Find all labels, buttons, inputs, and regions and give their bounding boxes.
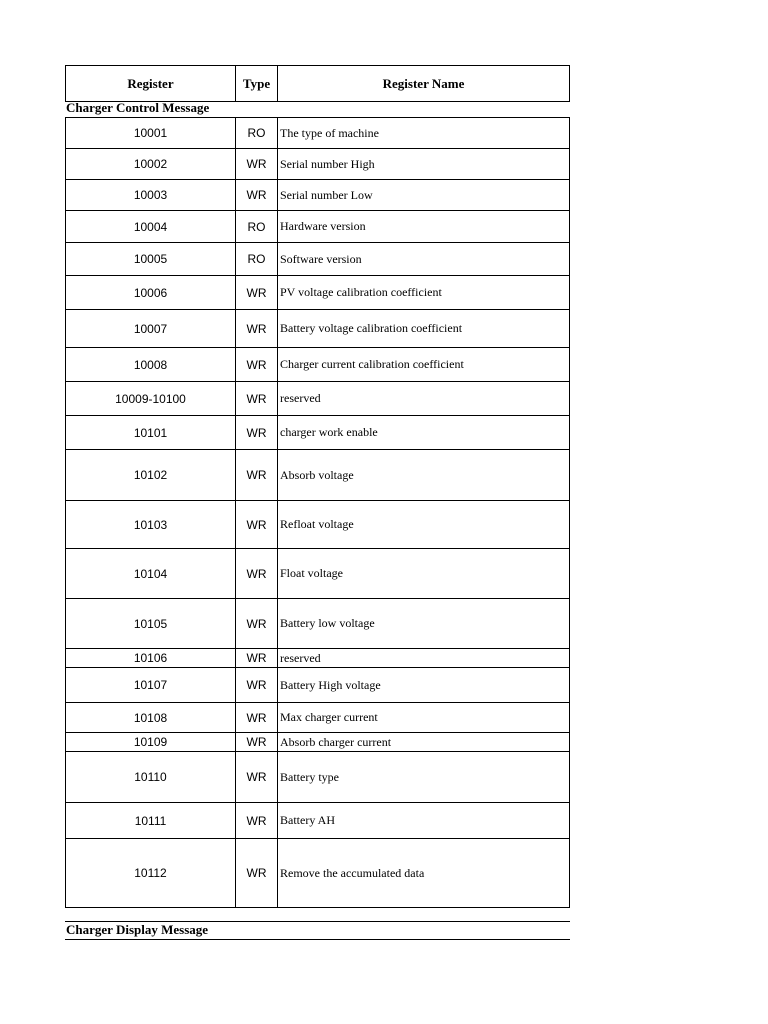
table-row (66, 180, 570, 211)
table-row (66, 803, 570, 839)
register-name-cell: Battery High voltage (278, 668, 570, 703)
register-cell: 10003 (66, 180, 236, 211)
register-name-cell: Float voltage (278, 549, 570, 599)
type-cell: WR (236, 310, 278, 348)
register-cell: 10110 (66, 752, 236, 803)
type-cell: WR (236, 382, 278, 416)
header-type: Type (236, 66, 278, 101)
register-name-cell: PV voltage calibration coefficient (278, 276, 570, 310)
header-register: Register (66, 66, 236, 101)
register-cell: 10112 (66, 839, 236, 908)
type-cell: WR (236, 703, 278, 733)
register-cell: 10104 (66, 549, 236, 599)
register-cell: 10105 (66, 599, 236, 649)
register-name-cell: Serial number High (278, 149, 570, 180)
table-row (66, 501, 570, 549)
register-name-cell: Hardware version (278, 211, 570, 243)
register-name-cell: Remove the accumulated data (278, 839, 570, 908)
type-cell: WR (236, 599, 278, 649)
register-name-cell: Battery low voltage (278, 599, 570, 649)
table-row (66, 450, 570, 501)
register-cell: 10108 (66, 703, 236, 733)
type-cell: WR (236, 549, 278, 599)
table-row (66, 118, 570, 149)
type-cell: WR (236, 276, 278, 310)
type-cell: WR (236, 180, 278, 211)
register-name-cell: The type of machine (278, 118, 570, 149)
register-cell: 10005 (66, 243, 236, 276)
table-header (65, 65, 570, 102)
register-name-cell: Serial number Low (278, 180, 570, 211)
register-cell: 10001 (66, 118, 236, 149)
register-cell: 10101 (66, 416, 236, 450)
register-cell: 10006 (66, 276, 236, 310)
type-cell: WR (236, 733, 278, 752)
register-table (65, 117, 570, 908)
register-name-cell: Software version (278, 243, 570, 276)
table-row (66, 382, 570, 416)
type-cell: WR (236, 450, 278, 501)
register-cell: 10106 (66, 649, 236, 668)
register-cell: 10102 (66, 450, 236, 501)
header-register-name: Register Name (382, 75, 465, 91)
register-name-cell: Absorb voltage (278, 450, 570, 501)
type-cell: RO (236, 243, 278, 276)
section-title-display: Charger Display Message (66, 922, 209, 937)
register-name-cell: Absorb charger current (278, 733, 570, 752)
type-cell: WR (236, 752, 278, 803)
register-cell: 10109 (66, 733, 236, 752)
register-cell: 10002 (66, 149, 236, 180)
table-row (66, 839, 570, 908)
register-cell: 10007 (66, 310, 236, 348)
table-row (66, 348, 570, 382)
section-title-control: Charger Control Message (66, 100, 210, 115)
table-row (66, 310, 570, 348)
register-cell: 10008 (66, 348, 236, 382)
register-name-cell: Refloat voltage (278, 501, 570, 549)
type-cell: RO (236, 211, 278, 243)
table-row (66, 599, 570, 649)
register-cell: 10111 (66, 803, 236, 839)
table-row (66, 733, 570, 752)
register-cell: 10103 (66, 501, 236, 549)
register-name-cell: Battery AH (278, 803, 570, 839)
table-row (66, 668, 570, 703)
type-cell: RO (236, 118, 278, 149)
register-cell: 10009-10100 (66, 382, 236, 416)
register-name-cell: Max charger current (278, 703, 570, 733)
type-cell: WR (236, 149, 278, 180)
table-row (66, 752, 570, 803)
register-cell: 10004 (66, 211, 236, 243)
type-cell: WR (236, 416, 278, 450)
table-row (66, 649, 570, 668)
table-row (66, 211, 570, 243)
type-cell: WR (236, 839, 278, 908)
register-name-cell: Battery type (278, 752, 570, 803)
table-row (66, 703, 570, 733)
table-row (66, 149, 570, 180)
register-cell: 10107 (66, 668, 236, 703)
type-cell: WR (236, 501, 278, 549)
section-rule-bottom (65, 939, 570, 940)
table-row (66, 549, 570, 599)
register-name-cell: Battery voltage calibration coefficient (278, 310, 570, 348)
register-name-cell: charger work enable (278, 416, 570, 450)
register-name-cell: reserved (278, 649, 570, 668)
type-cell: WR (236, 803, 278, 839)
table-row (66, 416, 570, 450)
register-name-cell: reserved (278, 382, 570, 416)
table-row (66, 243, 570, 276)
type-cell: WR (236, 348, 278, 382)
type-cell: WR (236, 668, 278, 703)
table-row (66, 276, 570, 310)
register-name-cell: Charger current calibration coefficient (278, 348, 570, 382)
type-cell: WR (236, 649, 278, 668)
